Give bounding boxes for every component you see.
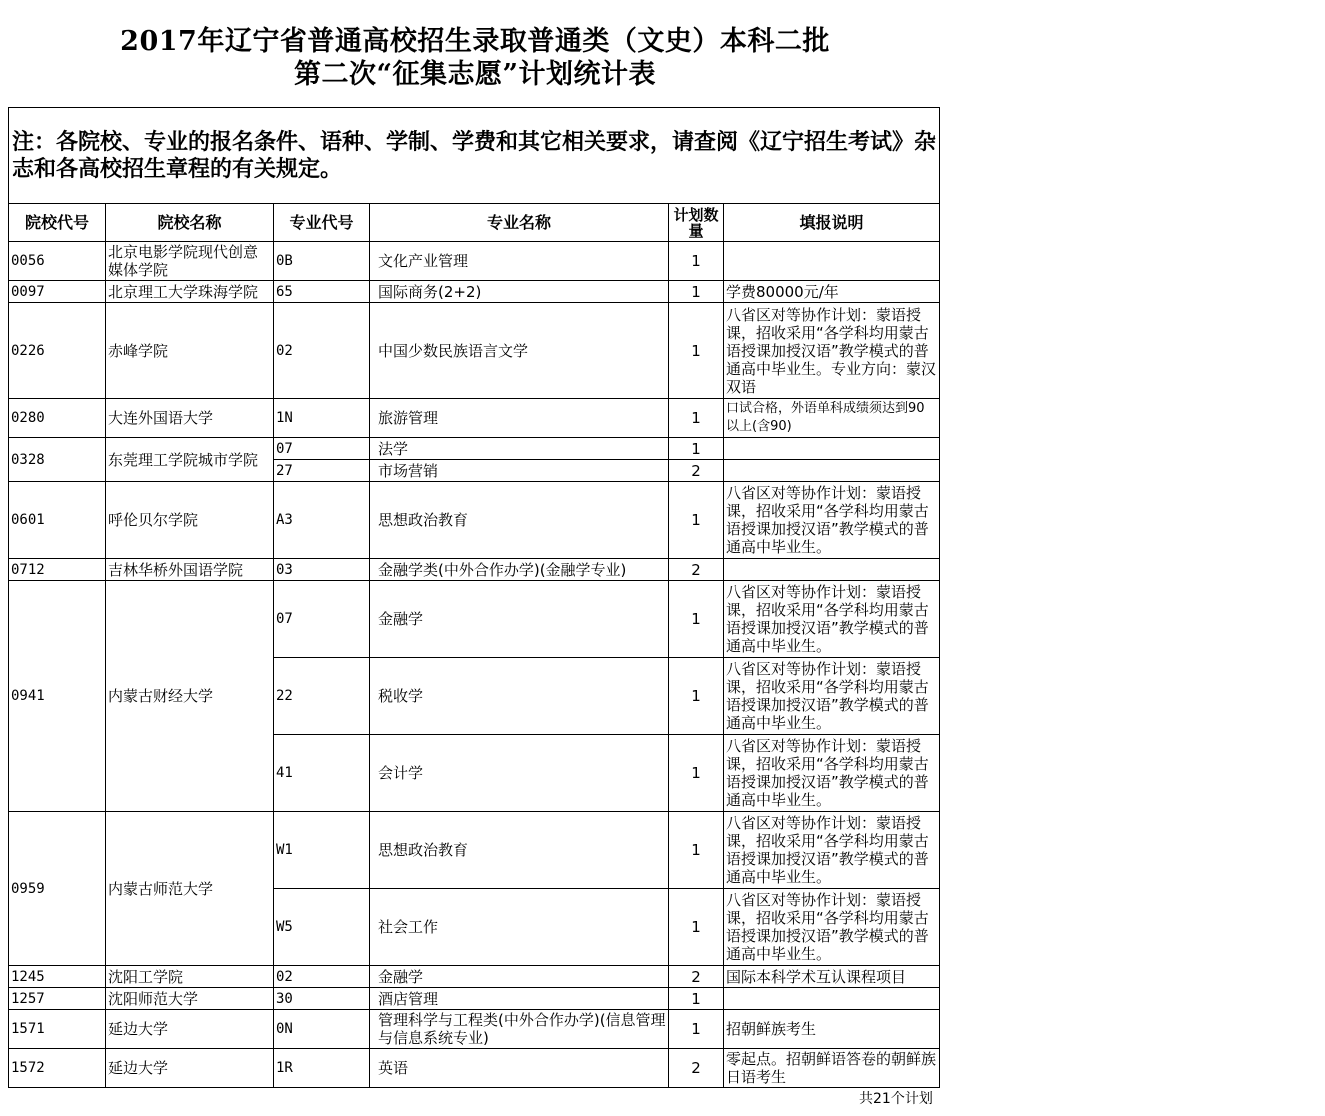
major-name-cell: 法学 — [370, 438, 669, 460]
plan-cell: 1 — [669, 1010, 724, 1049]
plan-cell: 1 — [669, 658, 724, 735]
school-code-cell: 0959 — [9, 812, 106, 966]
remark-cell: 口试合格，外语单科成绩须达到90以上(含90) — [724, 399, 940, 438]
table-row — [9, 438, 940, 460]
table-row — [9, 242, 940, 281]
table-row — [9, 281, 940, 303]
school-name-cell: 赤峰学院 — [106, 303, 274, 399]
table-row — [9, 581, 940, 658]
school-code-cell: 0280 — [9, 399, 106, 438]
plan-cell: 1 — [669, 303, 724, 399]
school-name-cell: 吉林华桥外国语学院 — [106, 559, 274, 581]
major-code-cell: 02 — [274, 966, 370, 988]
school-code-cell: 0328 — [9, 438, 106, 482]
plan-cell: 1 — [669, 242, 724, 281]
major-code-cell: 27 — [274, 460, 370, 482]
major-name-cell: 税收学 — [370, 658, 669, 735]
remark-cell: 八省区对等协作计划：蒙语授课，招收采用“各学科均用蒙古语授课加授汉语”教学模式的普通高中毕业生。 — [724, 735, 940, 812]
major-code-cell: 03 — [274, 559, 370, 581]
header-school-name: 院校名称 — [106, 204, 274, 242]
remark-cell: 零起点。招朝鲜语答卷的朝鲜族日语考生 — [724, 1049, 940, 1088]
plan-cell: 1 — [669, 581, 724, 658]
plan-cell: 1 — [669, 281, 724, 303]
major-name-cell: 国际商务(2+2) — [370, 281, 669, 303]
page-title-line2: 第二次“征集志愿”计划统计表 — [293, 59, 657, 90]
major-code-cell: 0N — [274, 1010, 370, 1049]
remark-cell — [724, 460, 940, 482]
school-code-cell: 0056 — [9, 242, 106, 281]
plan-cell: 1 — [669, 889, 724, 966]
major-name-cell: 英语 — [370, 1049, 669, 1088]
table-row — [9, 399, 940, 438]
major-code-cell: 07 — [274, 581, 370, 658]
note-text: 注：各院校、专业的报名条件、语种、学制、学费和其它相关要求，请查阅《辽宁招生考试》杂志和各高校招生章程的有关规定。 — [9, 108, 940, 204]
school-code-cell: 1571 — [9, 1010, 106, 1049]
remark-cell: 八省区对等协作计划：蒙语授课，招收采用“各学科均用蒙古语授课加授汉语”教学模式的普通高中毕业生。 — [724, 482, 940, 559]
major-code-cell: 30 — [274, 988, 370, 1010]
major-code-cell: 1R — [274, 1049, 370, 1088]
major-code-cell: 65 — [274, 281, 370, 303]
school-name-cell: 东莞理工学院城市学院 — [106, 438, 274, 482]
major-name-cell: 管理科学与工程类(中外合作办学)(信息管理与信息系统专业) — [370, 1010, 669, 1049]
major-name-cell: 会计学 — [370, 735, 669, 812]
table-row — [9, 988, 940, 1010]
school-code-cell: 1257 — [9, 988, 106, 1010]
header-school-code: 院校代号 — [9, 204, 106, 242]
major-name-cell: 金融学 — [370, 966, 669, 988]
plan-cell: 2 — [669, 460, 724, 482]
table-row — [9, 1010, 940, 1049]
school-name-cell: 沈阳工学院 — [106, 966, 274, 988]
school-name-cell: 北京理工大学珠海学院 — [106, 281, 274, 303]
major-name-cell: 文化产业管理 — [370, 242, 669, 281]
remark-cell: 八省区对等协作计划：蒙语授课，招收采用“各学科均用蒙古语授课加授汉语”教学模式的普通高中毕业生。 — [724, 812, 940, 889]
remark-cell: 八省区对等协作计划：蒙语授课，招收采用“各学科均用蒙古语授课加授汉语”教学模式的普通高中毕业生。 — [724, 658, 940, 735]
school-code-cell: 0226 — [9, 303, 106, 399]
plan-cell: 1 — [669, 735, 724, 812]
major-name-cell: 中国少数民族语言文学 — [370, 303, 669, 399]
major-name-cell: 社会工作 — [370, 889, 669, 966]
table-row — [9, 812, 940, 889]
total-plans-text: 共21个计划 — [859, 1091, 933, 1107]
school-name-cell: 呼伦贝尔学院 — [106, 482, 274, 559]
header-major-code: 专业代号 — [274, 204, 370, 242]
school-code-cell: 1245 — [9, 966, 106, 988]
major-name-cell: 旅游管理 — [370, 399, 669, 438]
header-major-name: 专业名称 — [370, 204, 669, 242]
major-code-cell: 07 — [274, 438, 370, 460]
school-name-cell: 延边大学 — [106, 1049, 274, 1088]
page-title-line1: 2017年辽宁省普通高校招生录取普通类（文史）本科二批 — [120, 26, 830, 57]
plan-cell: 2 — [669, 966, 724, 988]
school-name-cell: 沈阳师范大学 — [106, 988, 274, 1010]
school-name-cell: 内蒙古师范大学 — [106, 812, 274, 966]
remark-cell — [724, 559, 940, 581]
remark-cell — [724, 988, 940, 1010]
major-code-cell: 22 — [274, 658, 370, 735]
major-name-cell: 思想政治教育 — [370, 482, 669, 559]
school-name-cell: 内蒙古财经大学 — [106, 581, 274, 812]
major-code-cell: W5 — [274, 889, 370, 966]
plan-cell: 1 — [669, 438, 724, 460]
remark-cell: 八省区对等协作计划：蒙语授课，招收采用“各学科均用蒙古语授课加授汉语”教学模式的普通高中毕业生。 — [724, 581, 940, 658]
major-code-cell: 41 — [274, 735, 370, 812]
school-code-cell: 0601 — [9, 482, 106, 559]
school-name-cell: 大连外国语大学 — [106, 399, 274, 438]
remark-cell — [724, 438, 940, 460]
remark-cell: 国际本科学术互认课程项目 — [724, 966, 940, 988]
plan-cell: 2 — [669, 1049, 724, 1088]
major-name-cell: 金融学类(中外合作办学)(金融学专业) — [370, 559, 669, 581]
plan-cell: 1 — [669, 812, 724, 889]
remark-cell: 招朝鲜族考生 — [724, 1010, 940, 1049]
plan-cell: 1 — [669, 988, 724, 1010]
remark-cell: 八省区对等协作计划：蒙语授课，招收采用“各学科均用蒙古语授课加授汉语”教学模式的普通高中毕业生。专业方向：蒙汉双语 — [724, 303, 940, 399]
major-code-cell: 1N — [274, 399, 370, 438]
note-row — [9, 108, 940, 204]
plan-cell: 2 — [669, 559, 724, 581]
table-row — [9, 1049, 940, 1088]
table-row — [9, 482, 940, 559]
table-row — [9, 966, 940, 988]
remark-cell: 学费80000元/年 — [724, 281, 940, 303]
major-code-cell: A3 — [274, 482, 370, 559]
major-code-cell: 02 — [274, 303, 370, 399]
plan-cell: 1 — [669, 482, 724, 559]
school-code-cell: 0712 — [9, 559, 106, 581]
table-row — [9, 303, 940, 399]
table-row — [9, 559, 940, 581]
school-code-cell: 0097 — [9, 281, 106, 303]
major-code-cell: W1 — [274, 812, 370, 889]
plan-cell: 1 — [669, 399, 724, 438]
remark-cell — [724, 242, 940, 281]
remark-cell: 八省区对等协作计划：蒙语授课，招收采用“各学科均用蒙古语授课加授汉语”教学模式的普通高中毕业生。 — [724, 889, 940, 966]
school-name-cell: 北京电影学院现代创意媒体学院 — [106, 242, 274, 281]
major-name-cell: 思想政治教育 — [370, 812, 669, 889]
header-plan: 计划数量 — [669, 204, 724, 242]
major-name-cell: 市场营销 — [370, 460, 669, 482]
major-code-cell: 0B — [274, 242, 370, 281]
school-code-cell: 0941 — [9, 581, 106, 812]
major-name-cell: 酒店管理 — [370, 988, 669, 1010]
school-name-cell: 延边大学 — [106, 1010, 274, 1049]
header-row — [9, 204, 940, 242]
school-code-cell: 1572 — [9, 1049, 106, 1088]
header-remark: 填报说明 — [724, 204, 940, 242]
plan-table — [8, 107, 940, 1088]
major-name-cell: 金融学 — [370, 581, 669, 658]
